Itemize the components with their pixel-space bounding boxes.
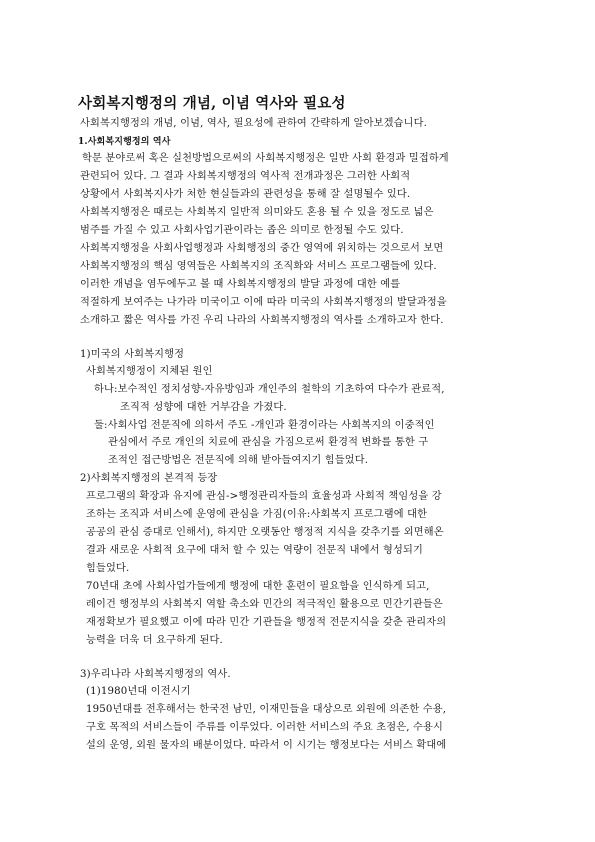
list-line: 하나:보수적인 정치성향-자유방임과 개인주의 철학의 기초하여 다수가 관료적, (94, 384, 445, 395)
paragraph-line: 사회복지행정은 때로는 사회복지 일반적 의미와도 혼용 될 수 있을 정도로 넓은 (80, 207, 434, 218)
list-line: 관심에서 주로 개인의 치료에 관심을 가짐으로써 환경적 변화를 통한 구 (108, 437, 429, 448)
paragraph-line: 설의 운영, 외원 물자의 배분이었다. 따라서 이 시기는 행정보다는 서비스 확대에 (86, 740, 447, 751)
paragraph-line: 공공의 관심 증대로 인해서), 하지만 오랫동안 행정적 지식을 갖추기를 외면해온 (86, 527, 444, 538)
paragraph-line: 레이건 행정부의 사회복지 역할 축소와 민간의 적극적인 활용으로 민간기관들은 (86, 599, 443, 610)
paragraph-line: 적절하게 보여주는 나가라 미국이고 이에 따라 미국의 사회복지행정의 발달과정을 (80, 297, 447, 308)
section-heading: 1.사회복지행정의 역사 (78, 137, 171, 147)
intro-text: 사회복지행정의 개념, 이념, 역사, 필요성에 관하여 간략하게 알아보겠습니다. (80, 118, 427, 129)
paragraph-line: 프로그램의 확장과 유지에 관심->행정관리자들의 효율성과 사회적 책임성을 강 (86, 491, 442, 502)
paragraph-line: 소개하고 짧은 역사를 가진 우리 나라의 사회복지행정의 역사를 소개하고자 한다. (80, 315, 444, 326)
paragraph-line: 관련되어 있다. 그 결과 사회복지행정의 역사적 전개과정은 그러한 사회적 (80, 171, 411, 182)
subsection-heading: 2)사회복지행정의 본격적 등장 (80, 473, 218, 484)
paragraph-line: 1950년대를 전후해서는 한국전 남민, 이재민들을 대상으로 외원에 의존한 수용, (86, 704, 447, 715)
paragraph-line: 학문 분야로써 혹은 실천방법으로써의 사회복지행정은 일반 사회 환경과 밀접하게 (82, 153, 449, 164)
paragraph-line: 조하는 조직과 서비스에 운영에 관심을 가짐(이유:사회복지 프로그램에 대한 (86, 509, 428, 520)
paragraph-line: 범주를 가질 수 있고 사회사업기관이라는 좁은 의미로 한정될 수도 있다. (80, 225, 404, 236)
subsection-heading: 3)우리나라 사회복지행정의 역사. (80, 669, 231, 680)
paragraph-line: 70년대 초에 사회사업가들에게 행정에 대한 훈련이 필요함을 인식하게 되고, (86, 581, 430, 592)
paragraph-line: 사회복지행정의 핵심 영역들은 사회복지의 조직화와 서비스 프로그램들에 있다. (80, 261, 437, 272)
subsection-heading: 1)미국의 사회복지행정 (80, 349, 185, 360)
list-line: 사회복지행정이 지체된 원인 (86, 366, 213, 377)
paragraph-line: 구호 목적의 서비스들이 주류를 이루었다. 이러한 서비스의 주요 초점은, 수용시 (86, 722, 443, 733)
list-line: 조직적 성향에 대한 거부감을 가졌다. (120, 402, 287, 413)
paragraph-line: 능력을 더욱 더 요구하게 된다. (86, 635, 223, 646)
list-line: 조적인 접근방법은 전문직에 의해 받아들여지기 힘들었다. (108, 455, 369, 466)
subsection-subheading: (1)1980년대 이전시기 (86, 686, 191, 697)
paragraph-line: 재정확보가 필요했고 이에 따라 민간 기관들을 행정적 전문지식을 갖춘 관리자의 (86, 617, 447, 628)
paragraph-line: 결과 새로운 사회적 요구에 대처 할 수 있는 역량이 전문직 내에서 형성되기 (86, 545, 424, 556)
paragraph-line: 상황에서 사회복지사가 처한 현실들과의 관련성을 통해 잘 설명될수 있다. (80, 189, 411, 200)
paragraph-line: 힘들었다. (86, 563, 130, 574)
list-line: 둘:사회사업 전문직에 의하서 주도 -개인과 환경이라는 사회복지의 이중적인 (94, 420, 435, 431)
paragraph-line: 이러한 개념을 염두에두고 볼 때 사회복지행정의 발달 과정에 대한 예를 (80, 279, 401, 290)
document-title: 사회복지행정의 개념, 이념 역사와 필요성 (78, 95, 346, 112)
paragraph-line: 사회복지행정을 사회사업행정과 사회행정의 중간 영역에 위치하는 것으로서 보면 (80, 243, 444, 254)
